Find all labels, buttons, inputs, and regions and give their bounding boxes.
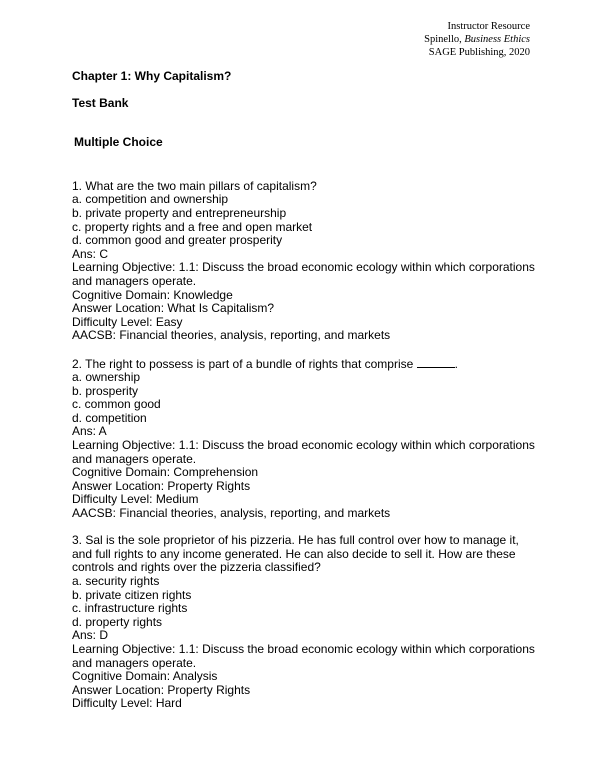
question-3 [72,534,542,711]
question-2 [72,357,542,521]
option-a: a. ownership [72,370,141,385]
learning-objective: Learning Objective: 1.1: Discuss the broad economic ecology within which corporations and managers operate. [72,438,535,466]
answer-location: Answer Location: Property Rights [72,478,251,493]
fill-in-blank [417,357,455,368]
header-citation-line [424,33,530,46]
option-a: a. competition and ownership [72,192,229,207]
aacsb: AACSB: Financial theories, analysis, reporting, and markets [72,328,391,343]
option-d: d. common good and greater prosperity [72,233,283,248]
learning-objective: Learning Objective: 1.1: Discuss the broad economic ecology within which corporations and managers operate. [72,260,535,288]
option-d: d. competition [72,410,147,425]
option-b: b. private property and entrepreneurship [72,205,287,220]
learning-objective: Learning Objective: 1.1: Discuss the broad economic ecology within which corporations and managers operate. [72,641,535,670]
option-b: b. private citizen rights [72,587,192,602]
header-publisher-line: SAGE Publishing, 2020 [428,47,530,58]
cognitive-domain: Cognitive Domain: Knowledge [72,287,233,302]
header-resource-line: Instructor Resource [447,21,530,32]
option-c: c. infrastructure rights [72,601,188,616]
option-d: d. property rights [72,614,163,629]
question-stem-text: 2. The right to possess is part of a bundle of rights that comprise [72,356,417,371]
answer: Ans: A [72,424,107,439]
question-stem [72,357,542,372]
header-author: Spinello, [424,34,465,45]
option-c: c. property rights and a free and open market [72,219,313,234]
difficulty-level: Difficulty Level: Medium [72,492,199,507]
header-book-title: Business Ethics [464,34,530,45]
aacsb: AACSB: Financial theories, analysis, reporting, and markets [72,506,391,521]
option-a: a. security rights [72,574,160,588]
answer: Ans: D [72,628,109,643]
cognitive-domain: Cognitive Domain: Comprehension [72,465,259,480]
question-stem: 1. What are the two main pillars of capitalism? [72,178,317,193]
question-1 [72,180,542,343]
option-b: b. prosperity [72,383,139,398]
answer: Ans: C [72,246,109,261]
difficulty-level: Difficulty Level: Hard [72,696,182,711]
question-list [72,180,542,711]
section-title: Multiple Choice [74,135,163,150]
test-bank-heading: Test Bank [72,95,129,110]
question-stem-end: . [454,356,458,371]
document-body [72,70,542,725]
chapter-title: Chapter 1: Why Capitalism? [72,69,232,83]
answer-location: Answer Location: What Is Capitalism? [72,301,275,316]
question-stem: 3. Sal is the sole proprietor of his pizzeria. He has full control over how to manage it, and full rights to any income generated. He can also decide to sell it. How are these controls and rights over the pizzeria classified? [72,533,519,575]
difficulty-level: Difficulty Level: Easy [72,314,183,329]
option-c: c. common good [72,397,161,412]
cognitive-domain: Cognitive Domain: Analysis [72,669,218,684]
page-header [424,20,530,59]
answer-location: Answer Location: Property Rights [72,682,251,697]
